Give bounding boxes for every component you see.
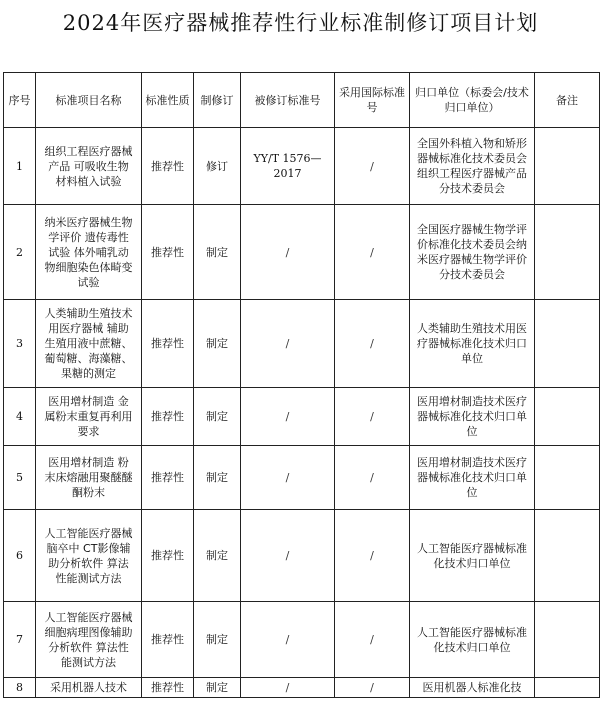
col-header-note: 备注 — [535, 73, 600, 128]
cell-nature: 推荐性 — [142, 510, 194, 602]
cell-name: 采用机器人技术 — [36, 678, 142, 698]
cell-no: 3 — [4, 300, 36, 388]
col-header-adopted: 采用国际标准号 — [335, 73, 410, 128]
cell-note — [535, 602, 600, 678]
cell-replaced: YY/T 1576—2017 — [241, 128, 335, 205]
cell-replaced: / — [241, 678, 335, 698]
cell-revise: 制定 — [194, 300, 241, 388]
cell-adopted: / — [335, 128, 410, 205]
cell-adopted: / — [335, 510, 410, 602]
cell-nature: 推荐性 — [142, 678, 194, 698]
table-row — [4, 678, 600, 698]
cell-replaced: / — [241, 446, 335, 510]
cell-nature: 推荐性 — [142, 300, 194, 388]
cell-no: 4 — [4, 388, 36, 446]
cell-name: 医用增材制造 粉末床熔融用聚醚醚酮粉末 — [36, 446, 142, 510]
cell-revise: 修订 — [194, 128, 241, 205]
table-row — [4, 510, 600, 602]
cell-adopted: / — [335, 388, 410, 446]
cell-revise: 制定 — [194, 678, 241, 698]
col-header-name: 标准项目名称 — [36, 73, 142, 128]
cell-replaced: / — [241, 388, 335, 446]
col-header-nature: 标准性质 — [142, 73, 194, 128]
cell-replaced: / — [241, 510, 335, 602]
cell-revise: 制定 — [194, 205, 241, 300]
cell-adopted: / — [335, 678, 410, 698]
cell-nature: 推荐性 — [142, 446, 194, 510]
cell-name: 医用增材制造 金属粉末重复再利用要求 — [36, 388, 142, 446]
cell-name: 人工智能医疗器械 细胞病理图像辅助分析软件 算法性能测试方法 — [36, 602, 142, 678]
cell-replaced: / — [241, 300, 335, 388]
table-row — [4, 388, 600, 446]
col-header-replaced: 被修订标准号 — [241, 73, 335, 128]
standards-table — [3, 72, 600, 698]
cell-revise: 制定 — [194, 446, 241, 510]
cell-revise: 制定 — [194, 602, 241, 678]
cell-org: 医用增材制造技术医疗器械标准化技术归口单位 — [410, 388, 535, 446]
cell-revise: 制定 — [194, 388, 241, 446]
cell-note — [535, 446, 600, 510]
cell-org: 人工智能医疗器械标准化技术归口单位 — [410, 602, 535, 678]
cell-replaced: / — [241, 602, 335, 678]
cell-name: 人类辅助生殖技术用医疗器械 辅助生殖用液中蔗糖、葡萄糖、海藻糖、果糖的测定 — [36, 300, 142, 388]
table-row — [4, 128, 600, 205]
cell-no: 6 — [4, 510, 36, 602]
cell-note — [535, 205, 600, 300]
cell-org: 人工智能医疗器械标准化技术归口单位 — [410, 510, 535, 602]
cell-org: 医用机器人标准化技 — [410, 678, 535, 698]
cell-nature: 推荐性 — [142, 128, 194, 205]
cell-name: 纳米医疗器械生物学评价 遗传毒性试验 体外哺乳动物细胞染色体畸变试验 — [36, 205, 142, 300]
cell-adopted: / — [335, 205, 410, 300]
cell-org: 医用增材制造技术医疗器械标准化技术归口单位 — [410, 446, 535, 510]
cell-no: 1 — [4, 128, 36, 205]
page-title: 2024年医疗器械推荐性行业标准制修订项目计划 — [62, 11, 539, 35]
cell-note — [535, 128, 600, 205]
cell-org: 全国医疗器械生物学评价标准化技术委员会纳米医疗器械生物学评价分技术委员会 — [410, 205, 535, 300]
cell-no: 5 — [4, 446, 36, 510]
cell-note — [535, 388, 600, 446]
cell-note — [535, 678, 600, 698]
cell-replaced: / — [241, 205, 335, 300]
table-header-row — [4, 73, 600, 128]
cell-adopted: / — [335, 300, 410, 388]
cell-nature: 推荐性 — [142, 602, 194, 678]
cell-nature: 推荐性 — [142, 388, 194, 446]
cell-adopted: / — [335, 446, 410, 510]
cell-nature: 推荐性 — [142, 205, 194, 300]
cell-no: 8 — [4, 678, 36, 698]
table-row — [4, 205, 600, 300]
cell-name: 组织工程医疗器械产品 可吸收生物材料植入试验 — [36, 128, 142, 205]
cell-adopted: / — [335, 602, 410, 678]
col-header-org: 归口单位（标委会/技术归口单位） — [410, 73, 535, 128]
table-row — [4, 446, 600, 510]
cell-no: 2 — [4, 205, 36, 300]
col-header-no: 序号 — [4, 73, 36, 128]
cell-name: 人工智能医疗器械 脑卒中 CT影像辅助分析软件 算法性能测试方法 — [36, 510, 142, 602]
table-row — [4, 300, 600, 388]
cell-note — [535, 300, 600, 388]
cell-note — [535, 510, 600, 602]
cell-no: 7 — [4, 602, 36, 678]
cell-org: 人类辅助生殖技术用医疗器械标准化技术归口单位 — [410, 300, 535, 388]
col-header-revise: 制修订 — [194, 73, 241, 128]
table-row — [4, 602, 600, 678]
cell-revise: 制定 — [194, 510, 241, 602]
cell-org: 全国外科植入物和矫形器械标准化技术委员会组织工程医疗器械产品分技术委员会 — [410, 128, 535, 205]
